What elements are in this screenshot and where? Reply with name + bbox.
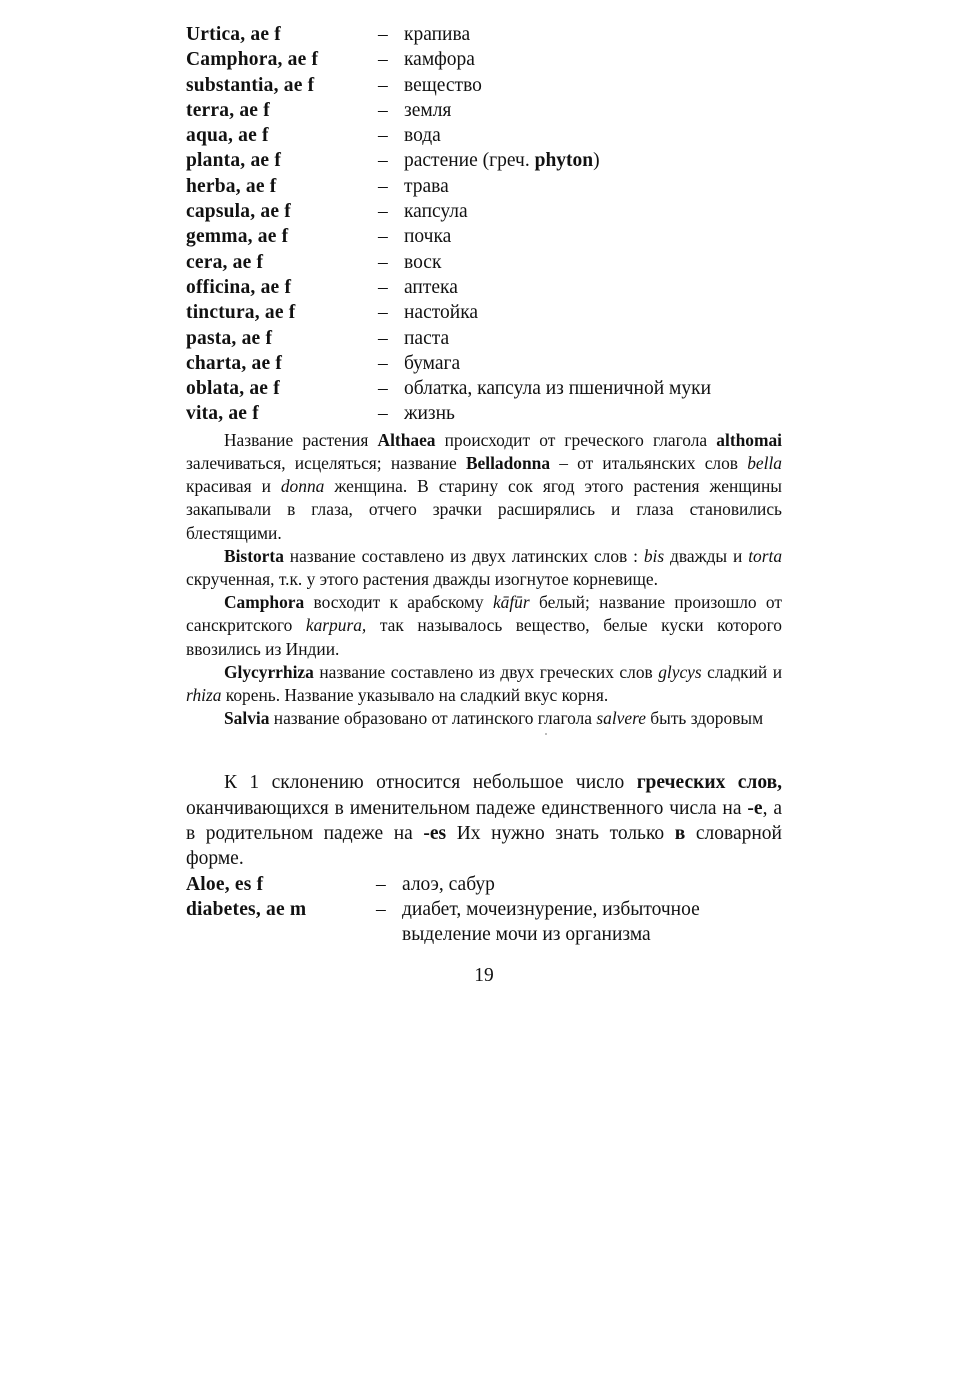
translation: трава xyxy=(404,175,449,197)
dash: – xyxy=(378,175,388,197)
latin-term: planta, ae f xyxy=(186,150,282,172)
emphasis: греческих слов, xyxy=(636,772,782,794)
dash: – xyxy=(378,403,388,425)
note-text: название образовано от латинского глагола xyxy=(269,708,597,729)
dash: – xyxy=(378,74,388,96)
latin-term: gemma, ae f xyxy=(186,226,289,248)
note-text: дважды и xyxy=(664,545,749,566)
note-text: – от итальянских слов xyxy=(550,452,748,473)
plant-name: Althaea xyxy=(377,429,436,450)
sanskrit-word: karpura, xyxy=(305,615,367,636)
vocab-row xyxy=(186,275,782,300)
note-text: залечиваться, исцеляться; название xyxy=(186,452,466,473)
dash: – xyxy=(378,302,388,324)
latin-word: salvere xyxy=(596,708,646,729)
plant-name: Belladonna xyxy=(465,452,551,473)
translation-text: растение (греч. xyxy=(404,150,535,172)
paragraph-text: оканчивающихся в именительном падеже единственного числа на xyxy=(186,797,748,819)
vocabulary-list xyxy=(186,22,782,427)
vocab-row xyxy=(186,300,782,325)
greek-word: rhiza xyxy=(186,684,222,705)
latin-term: Urtica, ae f xyxy=(186,24,281,45)
greek-term: diabetes, ae m xyxy=(186,898,307,920)
note-text: женщина. В старину сок ягод этого растения женщины закапывали в глаза, отчего зрачки расширялись и глаза становились блестящими. xyxy=(186,476,782,543)
paragraph-text: словарной форме. xyxy=(186,822,782,870)
translation: жизнь xyxy=(404,403,455,425)
greek-word: althomai xyxy=(716,429,782,450)
italian-word: donna xyxy=(280,476,325,497)
translation: облатка, капсула из пшеничной муки xyxy=(404,378,712,400)
arabic-word: kāfūr xyxy=(492,592,530,613)
greek-declension-section xyxy=(186,770,782,871)
vocab-row xyxy=(186,224,782,249)
note-text: скрученная, т.к. у этого растения дважды изогнутое корневище. xyxy=(186,568,658,589)
plant-name: Camphora xyxy=(224,592,305,613)
latin-word: torta xyxy=(748,545,783,566)
latin-term: officina, ae f xyxy=(186,276,292,298)
note-text: Название растения xyxy=(224,429,378,450)
translation: камфора xyxy=(404,49,475,71)
vocab-row xyxy=(186,174,782,199)
plant-name: Glycyrrhiza xyxy=(224,661,314,682)
dash: – xyxy=(378,24,388,45)
translation: вещество xyxy=(404,74,482,96)
latin-term: cera, ae f xyxy=(186,251,264,273)
latin-term: vita, ae f xyxy=(186,403,259,425)
note-text: корень. Название указывало на сладкий вкус корня. xyxy=(221,684,609,705)
latin-term: charta, ae f xyxy=(186,352,283,374)
note-text: восходит к арабскому xyxy=(304,592,493,613)
greek-term: phyton xyxy=(534,150,594,172)
dash: – xyxy=(378,49,388,71)
note-glycyrrhiza xyxy=(186,661,782,707)
etymology-notes xyxy=(186,429,782,731)
translation: почка xyxy=(404,226,452,248)
greek-term: Aloe, es f xyxy=(186,873,264,895)
note-text: быть здоровым xyxy=(645,708,764,729)
dash: – xyxy=(376,898,386,920)
vocab-row xyxy=(186,22,782,47)
dash: – xyxy=(378,150,388,172)
vocab-row xyxy=(186,897,782,948)
latin-term: herba, ae f xyxy=(186,175,277,197)
translation xyxy=(404,148,600,173)
note-text: красивая и xyxy=(186,476,281,497)
dash: – xyxy=(376,873,386,895)
section-paragraph xyxy=(186,770,782,871)
translation: вода xyxy=(404,125,441,147)
dash: – xyxy=(378,276,388,298)
latin-term: tinctura, ae f xyxy=(186,302,296,324)
translation-text: ) xyxy=(593,150,600,172)
italian-word: bella xyxy=(747,452,782,473)
dash: – xyxy=(378,99,388,121)
translation: крапива xyxy=(404,24,471,45)
vocab-row xyxy=(186,401,782,426)
note-text: так называлось вещество, белые куски которого ввозились из Индии. xyxy=(186,615,782,659)
vocab-row xyxy=(186,326,782,351)
translation: диабет, мочеизнурение, избыточное выделение мочи из организма xyxy=(402,898,700,946)
note-text: происходит от греческого глагола xyxy=(435,429,717,450)
dash: – xyxy=(378,201,388,223)
vocab-row xyxy=(186,250,782,275)
paragraph-text: , а в родительном падеже на xyxy=(186,797,782,844)
latin-term: Camphora, ae f xyxy=(186,49,319,71)
translation: воск xyxy=(404,251,442,273)
note-text: белый; название произошло от санскритского xyxy=(186,592,782,636)
latin-term: capsula, ae f xyxy=(186,201,291,223)
translation: земля xyxy=(404,99,452,121)
vocab-row xyxy=(186,73,782,98)
dash: – xyxy=(378,327,388,349)
latin-term: oblata, ae f xyxy=(186,378,280,400)
translation: алоэ, сабур xyxy=(402,873,495,895)
ending: -e xyxy=(747,797,763,819)
emphasis: в xyxy=(674,822,686,844)
dash: – xyxy=(378,352,388,374)
latin-term: aqua, ae f xyxy=(186,125,269,147)
latin-term: pasta, ae f xyxy=(186,327,273,349)
note-text: название составлено из двух латинских слов : xyxy=(283,545,644,566)
note-camphora xyxy=(186,591,782,661)
translation: капсула xyxy=(404,201,468,223)
note-text: сладкий и xyxy=(701,661,782,682)
latin-term: terra, ae f xyxy=(186,99,270,121)
vocab-row xyxy=(186,351,782,376)
paragraph-text: К 1 склонению относится небольшое число xyxy=(224,772,637,794)
greek-vocabulary-list xyxy=(186,872,782,948)
dash: – xyxy=(378,378,388,400)
vocab-row xyxy=(186,47,782,72)
translation: бумага xyxy=(404,352,461,374)
paragraph-text: Их нужно знать только xyxy=(446,822,675,844)
vocab-row xyxy=(186,98,782,123)
vocab-row xyxy=(186,123,782,148)
vocab-row xyxy=(186,376,782,401)
greek-word: glycys xyxy=(658,661,702,682)
vocab-row xyxy=(186,199,782,224)
page-number: 19 xyxy=(474,965,494,987)
page-content xyxy=(186,22,782,988)
note-bistorta xyxy=(186,545,782,591)
translation: аптека xyxy=(404,276,458,298)
dash: – xyxy=(378,251,388,273)
note-text: название составлено из двух греческих слов xyxy=(313,661,659,682)
plant-name: Bistorta xyxy=(224,545,284,566)
latin-word: bis xyxy=(643,545,665,566)
dash: – xyxy=(378,226,388,248)
ending: -es xyxy=(423,822,447,844)
note-althaea xyxy=(186,429,782,545)
scan-speck xyxy=(545,733,547,735)
latin-term: substantia, ae f xyxy=(186,74,315,96)
note-salvia xyxy=(186,707,782,730)
vocab-row xyxy=(186,872,782,897)
plant-name: Salvia xyxy=(224,708,270,729)
dash: – xyxy=(378,125,388,147)
translation: паста xyxy=(404,327,450,349)
translation: настойка xyxy=(404,302,479,324)
vocab-row xyxy=(186,148,782,173)
